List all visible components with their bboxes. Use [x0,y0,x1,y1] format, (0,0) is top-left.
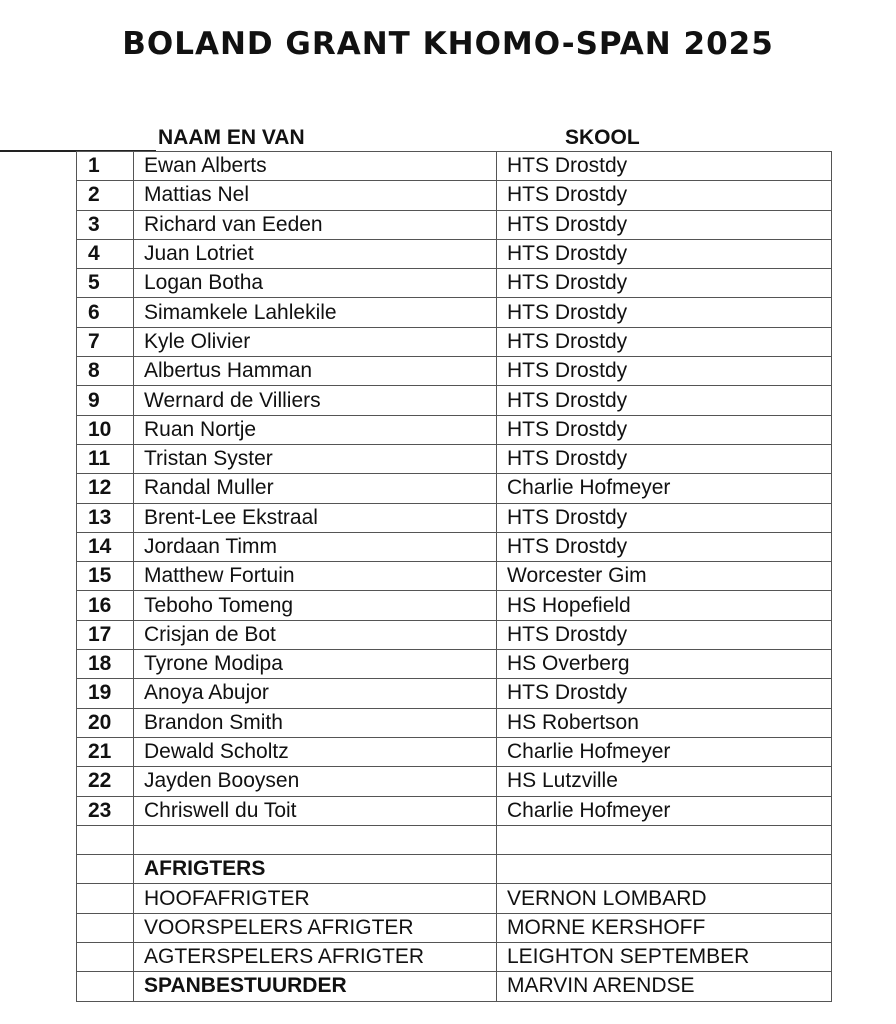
blank-cell [497,855,832,884]
column-header-school: SKOOL [565,126,640,149]
staff-role: SPANBESTUURDER [134,972,497,1001]
blank-row [77,825,832,854]
table-row [77,269,832,298]
player-school: Charlie Hofmeyer [497,796,832,825]
roster-body [77,152,832,1002]
player-name: Wernard de Villiers [134,386,497,415]
player-number: 14 [77,532,134,561]
player-name: Teboho Tomeng [134,591,497,620]
player-school: HTS Drostdy [497,298,832,327]
player-school: Charlie Hofmeyer [497,737,832,766]
table-row [77,708,832,737]
table-row [77,152,832,181]
player-school: HTS Drostdy [497,620,832,649]
table-row [77,415,832,444]
roster-table [76,151,832,1002]
staff-role: AGTERSPELERS AFRIGTER [134,943,497,972]
player-school: HTS Drostdy [497,210,832,239]
table-row [77,650,832,679]
table-row [77,327,832,356]
player-name: Dewald Scholtz [134,737,497,766]
player-number: 11 [77,444,134,473]
player-number: 8 [77,357,134,386]
table-row [77,591,832,620]
blank-cell [77,913,134,942]
player-number: 2 [77,181,134,210]
table-row [77,357,832,386]
table-row [77,767,832,796]
player-school: HTS Drostdy [497,386,832,415]
player-number: 5 [77,269,134,298]
player-number: 22 [77,767,134,796]
player-number: 12 [77,474,134,503]
player-school: HTS Drostdy [497,181,832,210]
staff-name: MORNE KERSHOFF [497,913,832,942]
player-name: Ewan Alberts [134,152,497,181]
table-row [77,737,832,766]
player-name: Ruan Nortje [134,415,497,444]
player-name: Tyrone Modipa [134,650,497,679]
player-name: Matthew Fortuin [134,562,497,591]
player-name: Logan Botha [134,269,497,298]
staff-role: VOORSPELERS AFRIGTER [134,913,497,942]
blank-cell [77,855,134,884]
player-number: 13 [77,503,134,532]
table-row [77,796,832,825]
player-number: 3 [77,210,134,239]
player-number: 4 [77,239,134,268]
staff-row [77,972,832,1001]
table-row [77,210,832,239]
player-school: HS Robertson [497,708,832,737]
player-number: 15 [77,562,134,591]
player-school: HTS Drostdy [497,152,832,181]
player-name: Jayden Booysen [134,767,497,796]
player-number: 21 [77,737,134,766]
player-name: Mattias Nel [134,181,497,210]
player-number: 9 [77,386,134,415]
player-number: 7 [77,327,134,356]
player-number: 20 [77,708,134,737]
page-title: BOLAND GRANT KHOMO-SPAN 2025 [122,26,774,62]
blank-cell [497,825,832,854]
player-number: 6 [77,298,134,327]
table-row [77,474,832,503]
player-number: 17 [77,620,134,649]
coaches-heading-row [77,855,832,884]
player-number: 18 [77,650,134,679]
player-name: Albertus Hamman [134,357,497,386]
player-number: 16 [77,591,134,620]
table-row [77,181,832,210]
player-school: HTS Drostdy [497,269,832,298]
column-header-name: NAAM EN VAN [158,126,305,149]
player-school: Charlie Hofmeyer [497,474,832,503]
table-row [77,620,832,649]
player-number: 19 [77,679,134,708]
player-school: HTS Drostdy [497,239,832,268]
player-name: Kyle Olivier [134,327,497,356]
player-school: HS Hopefield [497,591,832,620]
player-school: HTS Drostdy [497,415,832,444]
table-row [77,679,832,708]
player-name: Jordaan Timm [134,532,497,561]
blank-cell [77,972,134,1001]
player-name: Randal Muller [134,474,497,503]
table-row [77,444,832,473]
table-row [77,503,832,532]
table-row [77,239,832,268]
player-name: Brent-Lee Ekstraal [134,503,497,532]
player-name: Brandon Smith [134,708,497,737]
player-school: HTS Drostdy [497,532,832,561]
player-name: Juan Lotriet [134,239,497,268]
player-number: 1 [77,152,134,181]
staff-role: HOOFAFRIGTER [134,884,497,913]
staff-name: MARVIN ARENDSE [497,972,832,1001]
staff-name: VERNON LOMBARD [497,884,832,913]
player-school: HTS Drostdy [497,357,832,386]
player-school: Worcester Gim [497,562,832,591]
player-name: Crisjan de Bot [134,620,497,649]
player-school: HTS Drostdy [497,679,832,708]
player-school: HS Lutzville [497,767,832,796]
player-name: Simamkele Lahlekile [134,298,497,327]
blank-cell [77,825,134,854]
player-number: 23 [77,796,134,825]
player-name: Chriswell du Toit [134,796,497,825]
coaches-heading: AFRIGTERS [134,855,497,884]
player-name: Anoya Abujor [134,679,497,708]
blank-cell [77,884,134,913]
staff-name: LEIGHTON SEPTEMBER [497,943,832,972]
player-school: HS Overberg [497,650,832,679]
table-row [77,562,832,591]
player-school: HTS Drostdy [497,503,832,532]
player-name: Richard van Eeden [134,210,497,239]
player-name: Tristan Syster [134,444,497,473]
player-school: HTS Drostdy [497,444,832,473]
staff-row [77,913,832,942]
staff-row [77,884,832,913]
table-row [77,298,832,327]
blank-cell [77,943,134,972]
table-row [77,532,832,561]
player-school: HTS Drostdy [497,327,832,356]
blank-cell [134,825,497,854]
staff-row [77,943,832,972]
player-number: 10 [77,415,134,444]
table-row [77,386,832,415]
